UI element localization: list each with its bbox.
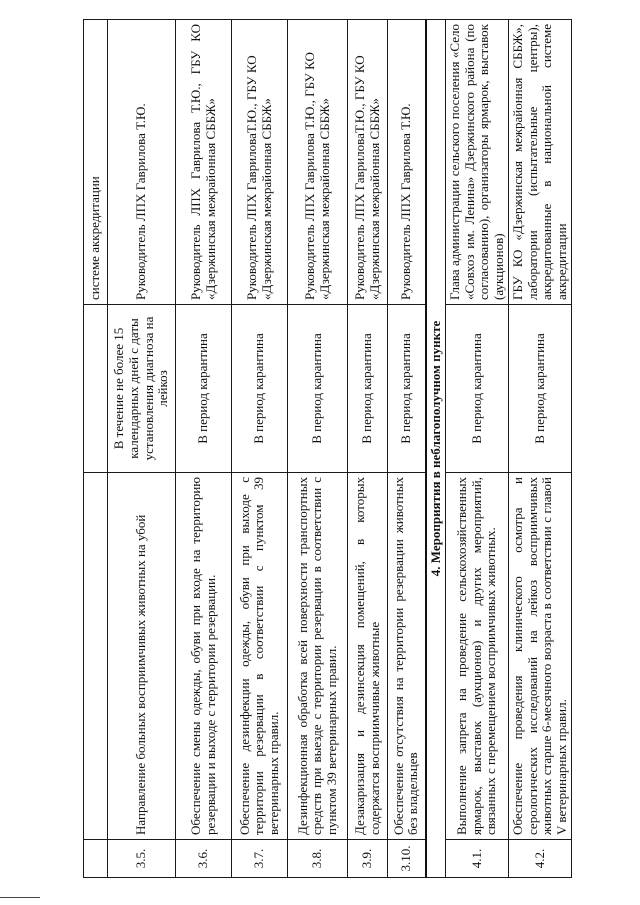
row-number-cell: 3.5. xyxy=(108,840,176,878)
section-heading-row xyxy=(426,20,446,878)
table-row-4-1 xyxy=(446,20,509,878)
measure-cell: Дезакаризация и дезинсекция помещений, в которых содержатся восприимчивые животные xyxy=(348,473,388,840)
measure-cell: Обеспечение дезинфекции одежды, обуви при выходе с территории резервации в соответствии с пунктом 39 ветеринарных правил. xyxy=(232,473,288,840)
row-number-cell: 4.1. xyxy=(446,840,509,878)
table-row-3-6 xyxy=(176,20,232,878)
table-row-3-9 xyxy=(348,20,388,878)
table-row-3-10 xyxy=(388,20,426,878)
term-cell: В период карантина xyxy=(509,305,572,473)
responsible-cell: Руководитель ЛПХ ГавриловаТ.Ю., ГБУ КО «Дзержинская межрайонная СББЖ» xyxy=(232,20,288,305)
table-row-4-2 xyxy=(509,20,572,878)
term-cell: В период карантина xyxy=(176,305,232,473)
measure-cell: Выполнение запрета на проведение сельскохозяйственных ярмарок, выставок (аукционов) и других мероприятий, связанных с перемещением восприимчивых животных. xyxy=(446,473,509,840)
term-cell xyxy=(84,305,108,473)
row-number-cell: 3.7. xyxy=(232,840,288,878)
measure-cell: Обеспечение смены одежды, обуви при входе на территорию резервации и выходе с территории резервации. xyxy=(176,473,232,840)
responsible-cell: ГБУ КО «Дзержинская межрайонная СББЖ», лаборатории (испытательные центры), аккредитованные в национальной системе аккредитации xyxy=(509,20,572,305)
row-number-cell: 3.9. xyxy=(348,840,388,878)
term-cell: В период карантина xyxy=(232,305,288,473)
responsible-cell: Руководитель ЛПХ Гаврилова Т.Ю., ГБУ КО «Дзержинская межрайонная СББЖ» xyxy=(288,20,348,305)
measure-cell: Обеспечение проведения клинического осмотра и серологических исследований на лейкоз восприимчивых животных старше 6-месячного возраста в соответствии с главой V ветеринарных правил. xyxy=(509,473,572,840)
row-number-cell: 3.6. xyxy=(176,840,232,878)
measure-cell: Дезинфекционная обработка всей поверхности транспортных средств при выезде с территории резервации в соответствии с пунктом 39 ветеринарных правил. xyxy=(288,473,348,840)
table-row-3-7 xyxy=(232,20,288,878)
row-number-cell xyxy=(84,840,108,878)
row-number-cell: 4.2. xyxy=(509,840,572,878)
measure-cell: Направление больных восприимчивых животных на убой xyxy=(108,473,176,840)
term-cell: В период карантина xyxy=(288,305,348,473)
responsible-cell: системе аккредитации xyxy=(84,20,108,305)
measure-cell: Обеспечение отсутствия на территории резервации животных без владельцев xyxy=(388,473,426,840)
term-cell: В период карантина xyxy=(348,305,388,473)
measures-table xyxy=(83,19,572,878)
term-cell: В период карантина xyxy=(388,305,426,473)
responsible-cell: Руководитель ЛПХ ГавриловаТ.Ю., ГБУ КО «Дзержинская межрайонная СББЖ» xyxy=(348,20,388,305)
scan-edge-line xyxy=(0,897,40,898)
responsible-cell: Руководитель ЛПХ Гаврилова Т.Ю. xyxy=(108,20,176,305)
term-cell: В течение не более 15 календарных дней с даты установления диагноза на лейкоз xyxy=(108,305,176,473)
rotated-document xyxy=(83,20,569,878)
responsible-cell: Руководитель ЛПХ Гаврилова Т.Ю. xyxy=(388,20,426,305)
row-number-cell: 3.10. xyxy=(388,840,426,878)
row-number-cell: 3.8. xyxy=(288,840,348,878)
table-row-3-5 xyxy=(108,20,176,878)
section-4-title: 4. Мероприятия в неблагополучном пункте xyxy=(426,20,446,878)
measure-cell xyxy=(84,473,108,840)
term-cell: В период карантина xyxy=(446,305,509,473)
table-row-continuation xyxy=(84,20,108,878)
responsible-cell: Руководитель ЛПХ Гаврилова Т.Ю., ГБУ КО «Дзержинская межрайонная СББЖ» xyxy=(176,20,232,305)
table-row-3-8 xyxy=(288,20,348,878)
responsible-cell: Глава администрации сельского поселения «Село «Совхоз им. Ленина» Дзержинского района (по согласованию), организаторы ярмарок, выставок (аукционов) xyxy=(446,20,509,305)
